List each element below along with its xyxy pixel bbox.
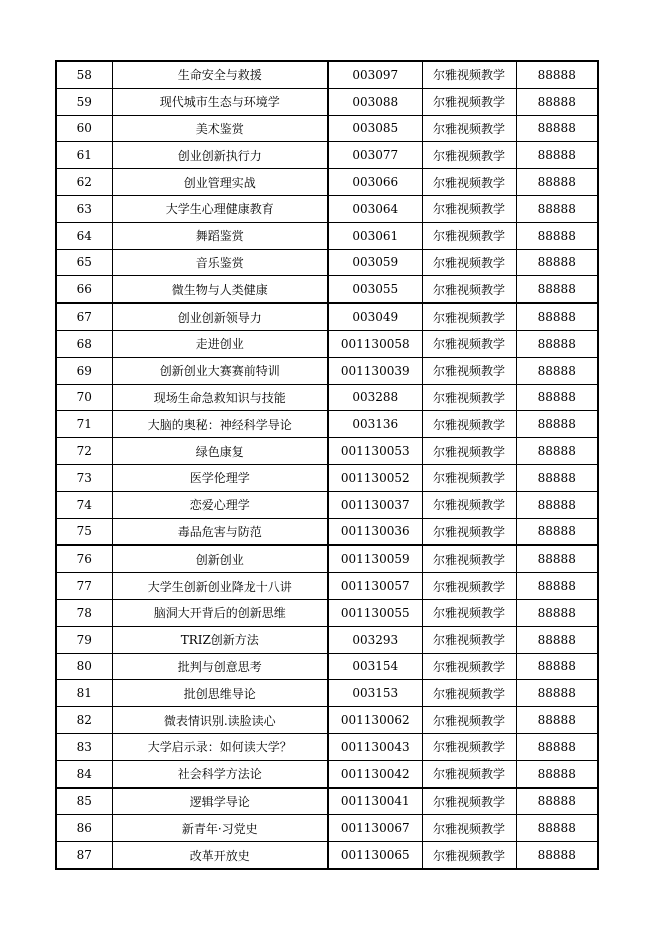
publisher-cell: 尔雅视频教学 [422,599,516,626]
course-name-cell: 创业管理实战 [112,169,328,196]
course-code-cell: 003077 [328,142,422,169]
row-number-cell: 86 [56,815,112,842]
price-cell: 88888 [516,545,598,572]
row-number-cell: 73 [56,464,112,491]
course-name-cell: 脑洞大开背后的创新思维 [112,599,328,626]
price-cell: 88888 [516,842,598,869]
price-cell: 88888 [516,464,598,491]
course-code-cell: 003293 [328,626,422,653]
price-cell: 88888 [516,384,598,411]
table-row [56,573,598,600]
course-name-cell: 美术鉴赏 [112,115,328,142]
publisher-cell: 尔雅视频教学 [422,411,516,438]
price-cell: 88888 [516,438,598,465]
course-name-cell: 批创思维导论 [112,680,328,707]
course-name-cell: 毒品危害与防范 [112,518,328,545]
price-cell: 88888 [516,169,598,196]
publisher-cell: 尔雅视频教学 [422,142,516,169]
course-name-cell: 创新创业大赛赛前特训 [112,357,328,384]
publisher-cell: 尔雅视频教学 [422,169,516,196]
course-name-cell: 舞蹈鉴赏 [112,222,328,249]
price-cell: 88888 [516,357,598,384]
price-cell: 88888 [516,573,598,600]
course-code-cell: 001130062 [328,707,422,734]
course-name-cell: 创业创新执行力 [112,142,328,169]
table-row [56,115,598,142]
publisher-cell: 尔雅视频教学 [422,733,516,760]
course-code-cell: 001130059 [328,545,422,572]
price-cell: 88888 [516,680,598,707]
table-row [56,545,598,572]
course-name-cell: 改革开放史 [112,842,328,869]
price-cell: 88888 [516,707,598,734]
publisher-cell: 尔雅视频教学 [422,815,516,842]
table-row [56,653,598,680]
table-row [56,438,598,465]
price-cell: 88888 [516,142,598,169]
row-number-cell: 80 [56,653,112,680]
course-name-cell: 大学生创新创业降龙十八讲 [112,573,328,600]
table-row [56,195,598,222]
course-name-cell: 现场生命急救知识与技能 [112,384,328,411]
course-code-cell: 001130065 [328,842,422,869]
publisher-cell: 尔雅视频教学 [422,464,516,491]
table-row [56,249,598,276]
publisher-cell: 尔雅视频教学 [422,680,516,707]
publisher-cell: 尔雅视频教学 [422,626,516,653]
publisher-cell: 尔雅视频教学 [422,222,516,249]
course-name-cell: 现代城市生态与环境学 [112,88,328,115]
publisher-cell: 尔雅视频教学 [422,115,516,142]
course-code-cell: 003061 [328,222,422,249]
row-number-cell: 60 [56,115,112,142]
row-number-cell: 68 [56,330,112,357]
row-number-cell: 71 [56,411,112,438]
course-name-cell: TRIZ创新方法 [112,626,328,653]
price-cell: 88888 [516,815,598,842]
row-number-cell: 70 [56,384,112,411]
course-name-cell: 微表情识别.读脸读心 [112,707,328,734]
row-number-cell: 82 [56,707,112,734]
table-row [56,518,598,545]
row-number-cell: 65 [56,249,112,276]
row-number-cell: 58 [56,61,112,88]
row-number-cell: 64 [56,222,112,249]
table-row [56,815,598,842]
course-code-cell: 003288 [328,384,422,411]
publisher-cell: 尔雅视频教学 [422,384,516,411]
course-code-cell: 003154 [328,653,422,680]
row-number-cell: 79 [56,626,112,653]
course-table-body [56,61,598,869]
course-code-cell: 001130037 [328,491,422,518]
row-number-cell: 78 [56,599,112,626]
table-row [56,680,598,707]
table-row [56,88,598,115]
row-number-cell: 85 [56,788,112,815]
course-code-cell: 003085 [328,115,422,142]
course-code-cell: 003066 [328,169,422,196]
row-number-cell: 87 [56,842,112,869]
price-cell: 88888 [516,249,598,276]
row-number-cell: 76 [56,545,112,572]
price-cell: 88888 [516,626,598,653]
price-cell: 88888 [516,411,598,438]
course-code-cell: 001130053 [328,438,422,465]
price-cell: 88888 [516,303,598,330]
course-name-cell: 社会科学方法论 [112,760,328,787]
table-row [56,707,598,734]
publisher-cell: 尔雅视频教学 [422,88,516,115]
course-name-cell: 大学启示录：如何读大学？ [112,733,328,760]
table-row [56,788,598,815]
course-code-cell: 001130036 [328,518,422,545]
table-row [56,842,598,869]
table-row [56,276,598,303]
course-table [55,60,599,870]
publisher-cell: 尔雅视频教学 [422,491,516,518]
publisher-cell: 尔雅视频教学 [422,653,516,680]
publisher-cell: 尔雅视频教学 [422,545,516,572]
publisher-cell: 尔雅视频教学 [422,357,516,384]
row-number-cell: 74 [56,491,112,518]
course-code-cell: 003088 [328,88,422,115]
row-number-cell: 67 [56,303,112,330]
course-code-cell: 003097 [328,61,422,88]
price-cell: 88888 [516,276,598,303]
price-cell: 88888 [516,733,598,760]
price-cell: 88888 [516,330,598,357]
course-name-cell: 大脑的奥秘：神经科学导论 [112,411,328,438]
course-code-cell: 001130057 [328,573,422,600]
course-code-cell: 001130042 [328,760,422,787]
table-row [56,411,598,438]
course-code-cell: 001130039 [328,357,422,384]
course-code-cell: 001130067 [328,815,422,842]
row-number-cell: 69 [56,357,112,384]
publisher-cell: 尔雅视频教学 [422,276,516,303]
course-name-cell: 绿色康复 [112,438,328,465]
price-cell: 88888 [516,653,598,680]
publisher-cell: 尔雅视频教学 [422,707,516,734]
publisher-cell: 尔雅视频教学 [422,518,516,545]
course-name-cell: 生命安全与救援 [112,61,328,88]
course-code-cell: 003136 [328,411,422,438]
publisher-cell: 尔雅视频教学 [422,438,516,465]
row-number-cell: 59 [56,88,112,115]
table-row [56,61,598,88]
course-code-cell: 003059 [328,249,422,276]
price-cell: 88888 [516,491,598,518]
course-name-cell: 大学生心理健康教育 [112,195,328,222]
table-row [56,303,598,330]
table-row [56,626,598,653]
table-row [56,464,598,491]
course-name-cell: 逻辑学导论 [112,788,328,815]
price-cell: 88888 [516,760,598,787]
course-name-cell: 音乐鉴赏 [112,249,328,276]
table-row [56,733,598,760]
price-cell: 88888 [516,61,598,88]
price-cell: 88888 [516,788,598,815]
course-code-cell: 001130058 [328,330,422,357]
course-name-cell: 医学伦理学 [112,464,328,491]
table-row [56,760,598,787]
publisher-cell: 尔雅视频教学 [422,573,516,600]
publisher-cell: 尔雅视频教学 [422,760,516,787]
publisher-cell: 尔雅视频教学 [422,842,516,869]
course-name-cell: 创新创业 [112,545,328,572]
course-name-cell: 创业创新领导力 [112,303,328,330]
table-row [56,169,598,196]
course-code-cell: 001130055 [328,599,422,626]
course-code-cell: 003064 [328,195,422,222]
publisher-cell: 尔雅视频教学 [422,330,516,357]
course-code-cell: 001130041 [328,788,422,815]
publisher-cell: 尔雅视频教学 [422,249,516,276]
price-cell: 88888 [516,88,598,115]
row-number-cell: 61 [56,142,112,169]
table-row [56,330,598,357]
course-name-cell: 批判与创意思考 [112,653,328,680]
row-number-cell: 62 [56,169,112,196]
row-number-cell: 72 [56,438,112,465]
table-row [56,384,598,411]
price-cell: 88888 [516,115,598,142]
row-number-cell: 81 [56,680,112,707]
table-row [56,222,598,249]
price-cell: 88888 [516,599,598,626]
price-cell: 88888 [516,195,598,222]
course-code-cell: 003049 [328,303,422,330]
publisher-cell: 尔雅视频教学 [422,303,516,330]
row-number-cell: 77 [56,573,112,600]
publisher-cell: 尔雅视频教学 [422,195,516,222]
row-number-cell: 83 [56,733,112,760]
publisher-cell: 尔雅视频教学 [422,61,516,88]
row-number-cell: 63 [56,195,112,222]
course-name-cell: 走进创业 [112,330,328,357]
course-code-cell: 003153 [328,680,422,707]
course-name-cell: 恋爱心理学 [112,491,328,518]
course-code-cell: 001130052 [328,464,422,491]
table-row [56,599,598,626]
course-name-cell: 新青年·习党史 [112,815,328,842]
table-row [56,491,598,518]
row-number-cell: 66 [56,276,112,303]
row-number-cell: 84 [56,760,112,787]
table-row [56,142,598,169]
course-code-cell: 003055 [328,276,422,303]
table-row [56,357,598,384]
course-code-cell: 001130043 [328,733,422,760]
row-number-cell: 75 [56,518,112,545]
price-cell: 88888 [516,518,598,545]
course-name-cell: 微生物与人类健康 [112,276,328,303]
publisher-cell: 尔雅视频教学 [422,788,516,815]
price-cell: 88888 [516,222,598,249]
